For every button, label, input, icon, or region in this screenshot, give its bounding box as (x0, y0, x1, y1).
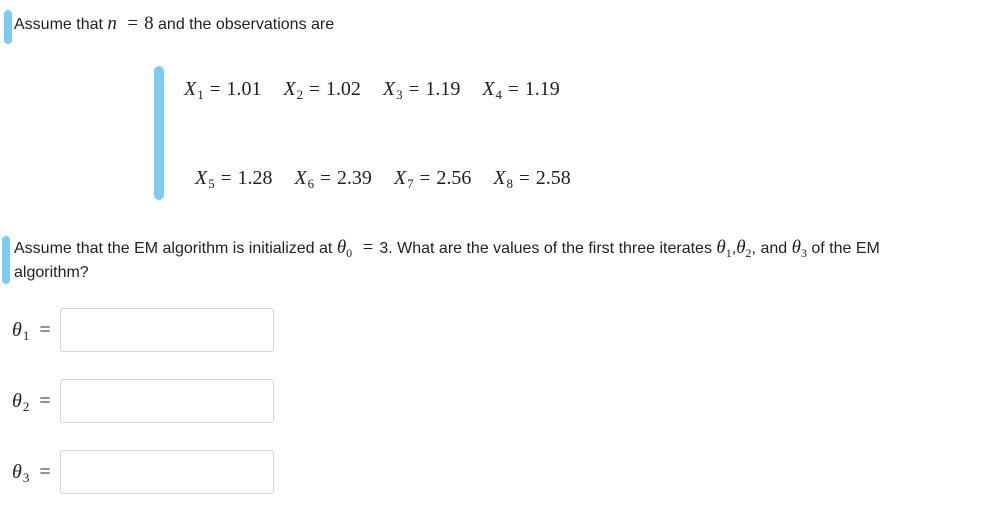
obs-symbol: X (195, 167, 208, 189)
observation-x2 (283, 78, 360, 101)
obs-equals: = (508, 79, 519, 100)
theta0-value: 3 (379, 240, 389, 257)
comma-and: , and (751, 240, 788, 257)
observations-highlight-marker (154, 66, 164, 200)
intro-highlight-marker (4, 10, 12, 44)
answer-row-theta2 (12, 379, 274, 423)
obs-symbol: X (393, 167, 407, 189)
observation-x4 (482, 78, 559, 101)
obs-symbol: X (283, 78, 296, 100)
intro-equals-sign: = (127, 13, 139, 34)
obs-equals: = (519, 168, 530, 189)
observation-x8 (493, 167, 570, 190)
answer-symbol: θ (12, 460, 22, 483)
theta3-symbol: θ (791, 237, 801, 258)
question-text (14, 236, 994, 285)
answer-equals: = (39, 389, 51, 412)
obs-index: 5 (208, 176, 215, 191)
answer-index: 3 (22, 469, 30, 485)
theta2-index: 2 (745, 246, 752, 260)
theta1-symbol: θ (716, 237, 726, 258)
obs-value: 2.58 (535, 167, 571, 189)
observation-x6 (294, 167, 371, 190)
obs-value: 1.01 (226, 78, 262, 100)
intro-prefix: Assume that (14, 16, 103, 33)
obs-index: 1 (197, 87, 204, 102)
obs-equals: = (408, 79, 420, 100)
theta0-index: 0 (346, 246, 353, 260)
theta0-equals: = (362, 237, 374, 258)
comma-1: , (731, 240, 737, 257)
obs-value: 2.56 (436, 167, 472, 189)
obs-value: 1.28 (237, 167, 273, 189)
theta1-index: 1 (725, 246, 732, 260)
obs-equals: = (320, 168, 331, 189)
obs-equals: = (220, 168, 232, 189)
obs-value: 1.02 (325, 78, 361, 100)
obs-index: 4 (495, 87, 503, 102)
answer-symbol: θ (12, 389, 22, 412)
obs-symbol: X (493, 167, 506, 189)
obs-value: 2.39 (336, 167, 372, 189)
question-part-3: of the EM (811, 240, 880, 257)
theta3-index: 3 (800, 246, 807, 260)
theta3-answer-input[interactable] (60, 450, 274, 494)
answer-row-theta3 (12, 450, 274, 494)
obs-symbol: X (382, 78, 396, 100)
observations-row-1 (184, 78, 560, 101)
answer-row-theta1 (12, 308, 274, 352)
obs-index: 7 (407, 176, 414, 191)
theta2-answer-input[interactable] (60, 379, 274, 423)
observation-x1 (184, 78, 261, 101)
n-symbol: n (107, 13, 117, 34)
obs-equals: = (209, 79, 221, 100)
answer-equals: = (39, 460, 51, 483)
theta2-label (12, 390, 60, 413)
answer-symbol: θ (12, 318, 22, 341)
obs-index: 6 (307, 176, 315, 191)
answer-equals: = (39, 318, 51, 341)
obs-index: 2 (296, 87, 304, 102)
intro-suffix: and the observations are (158, 16, 335, 33)
obs-equals: = (309, 79, 320, 100)
theta1-label (12, 319, 60, 342)
observations-row-2 (195, 167, 571, 190)
theta0-symbol: θ (336, 237, 347, 258)
obs-equals: = (419, 168, 431, 189)
obs-index: 8 (506, 176, 514, 191)
intro-text (14, 12, 334, 37)
theta1-answer-input[interactable] (60, 308, 274, 352)
question-part-2: . What are the values of the first three iterates (388, 240, 712, 257)
question-highlight-marker (2, 236, 10, 284)
question-part-1: Assume that the EM algorithm is initialized at (14, 240, 333, 257)
obs-symbol: X (184, 78, 197, 100)
observation-x7 (394, 167, 471, 190)
answer-index: 2 (22, 398, 30, 414)
obs-index: 3 (396, 87, 403, 102)
theta2-symbol: θ (736, 237, 746, 258)
observation-x3 (383, 78, 460, 101)
question-line-1 (14, 236, 994, 261)
obs-value: 1.19 (425, 78, 461, 100)
n-value: 8 (144, 13, 154, 34)
obs-symbol: X (482, 78, 495, 100)
question-line-2: algorithm? (14, 264, 89, 281)
observation-x5 (195, 167, 272, 190)
answer-index: 1 (22, 327, 30, 343)
theta3-label (12, 461, 60, 484)
obs-symbol: X (294, 167, 307, 189)
obs-value: 1.19 (524, 78, 560, 100)
